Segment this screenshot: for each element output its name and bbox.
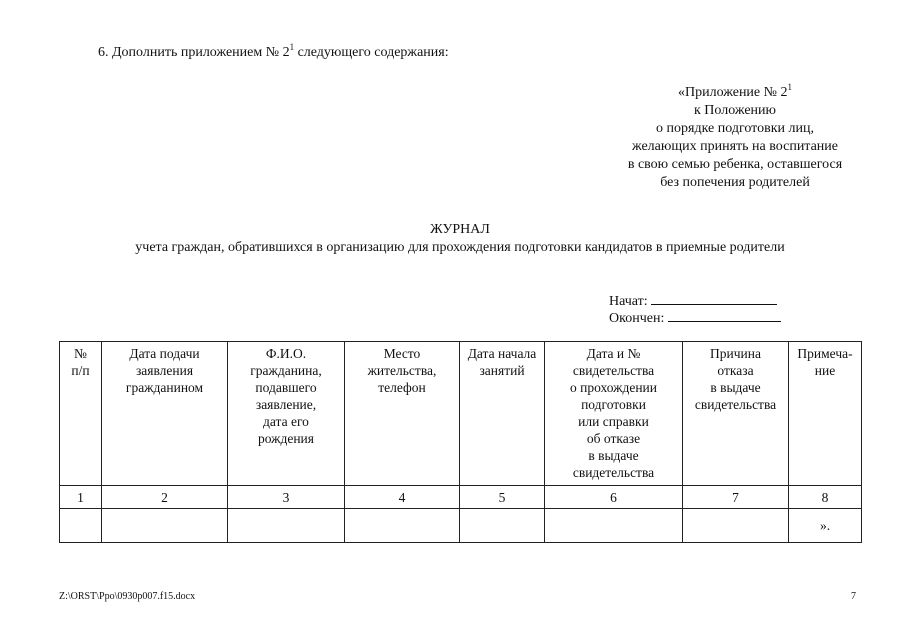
amendment-superscript: 1 xyxy=(289,42,295,52)
header-line: Дата и № xyxy=(586,346,641,361)
table-header-cell xyxy=(545,342,683,486)
header-line: подавшего xyxy=(255,380,317,395)
header-line: отказа xyxy=(717,363,754,378)
finished-field xyxy=(609,307,781,328)
table-header-cell xyxy=(460,342,545,486)
appendix-line-2: к Положению xyxy=(693,103,776,118)
column-number-cell: 4 xyxy=(345,486,460,509)
header-line: заявления xyxy=(135,363,194,378)
appendix-line-4: желающих принять на воспитание xyxy=(631,139,839,154)
header-line: об отказе xyxy=(586,431,641,446)
journal-table xyxy=(59,341,862,543)
journal-title: ЖУРНАЛ xyxy=(430,222,490,237)
appendix-line-5: в свою семью ребенка, оставшегося xyxy=(627,157,843,172)
header-line: подготовки xyxy=(581,397,646,412)
column-number-cell: 3 xyxy=(228,486,345,509)
file-path-footer: Z:\ORST\Ppo\0930p007.f15.docx xyxy=(59,591,196,602)
column-number-cell: 6 xyxy=(545,486,683,509)
appendix-line-1 xyxy=(600,84,870,102)
header-line: ние xyxy=(814,363,836,378)
header-line: свидетельства xyxy=(572,465,655,480)
table-empty-row xyxy=(60,509,862,543)
header-line: гражданина, xyxy=(250,363,322,378)
header-line: о прохождении xyxy=(569,380,658,395)
header-line: Причина xyxy=(710,346,761,361)
amendment-text-end: следующего содержания: xyxy=(294,45,449,60)
appendix-line-6: без попечения родителей xyxy=(660,175,810,190)
amendment-paragraph xyxy=(98,42,449,61)
appendix-line-3: о порядке подготовки лиц, xyxy=(656,121,814,136)
finished-blank-line xyxy=(668,307,781,322)
header-line: Ф.И.О. xyxy=(265,346,307,361)
page-number: 7 xyxy=(851,591,856,602)
header-line: в выдаче xyxy=(588,448,639,463)
column-number-cell: 8 xyxy=(789,486,862,509)
header-line: Дата начала xyxy=(467,346,537,361)
header-line: № xyxy=(74,346,87,361)
table-header-cell xyxy=(228,342,345,486)
appendix-line-1-text: «Приложение № 2 xyxy=(678,85,788,100)
table-header-cell xyxy=(345,342,460,486)
table-cell xyxy=(102,509,228,543)
header-line: п/п xyxy=(71,363,90,378)
appendix-header xyxy=(600,84,870,192)
header-line: телефон xyxy=(378,380,426,395)
header-line: рождения xyxy=(257,431,314,446)
table-cell xyxy=(228,509,345,543)
table-cell xyxy=(60,509,102,543)
header-line: гражданином xyxy=(125,380,204,395)
appendix-superscript: 1 xyxy=(787,82,792,92)
started-blank-line xyxy=(651,290,777,305)
table-cell xyxy=(683,509,789,543)
column-number-cell: 1 xyxy=(60,486,102,509)
header-line: Примеча- xyxy=(797,346,853,361)
header-line: или справки xyxy=(578,414,649,429)
header-line: свидетельства xyxy=(572,363,655,378)
finished-label: Окончен: xyxy=(609,311,665,326)
header-line: дата его xyxy=(263,414,309,429)
column-number-cell: 2 xyxy=(102,486,228,509)
closing-quote-mark: ». xyxy=(789,509,862,543)
table-header-cell xyxy=(102,342,228,486)
header-line: жительства, xyxy=(367,363,437,378)
table-cell xyxy=(345,509,460,543)
header-line: заявление, xyxy=(255,397,317,412)
header-line: Место xyxy=(383,346,421,361)
header-line: в выдаче xyxy=(710,380,761,395)
header-line: занятий xyxy=(479,363,525,378)
table-header-cell xyxy=(60,342,102,486)
started-label: Начат: xyxy=(609,294,648,309)
table-header-cell xyxy=(789,342,862,486)
amendment-text: 6. Дополнить приложением № 2 xyxy=(98,45,290,60)
header-line: свидетельства xyxy=(694,397,777,412)
table-header-cell xyxy=(683,342,789,486)
header-line: Дата подачи xyxy=(129,346,200,361)
column-number-cell: 5 xyxy=(460,486,545,509)
table-cell xyxy=(460,509,545,543)
table-number-row xyxy=(60,486,862,509)
journal-subtitle: учета граждан, обратившихся в организацию для прохождения подготовки кандидатов в приемные родители xyxy=(135,240,785,255)
table-cell xyxy=(545,509,683,543)
column-number-cell: 7 xyxy=(683,486,789,509)
table-header-row xyxy=(60,342,862,486)
